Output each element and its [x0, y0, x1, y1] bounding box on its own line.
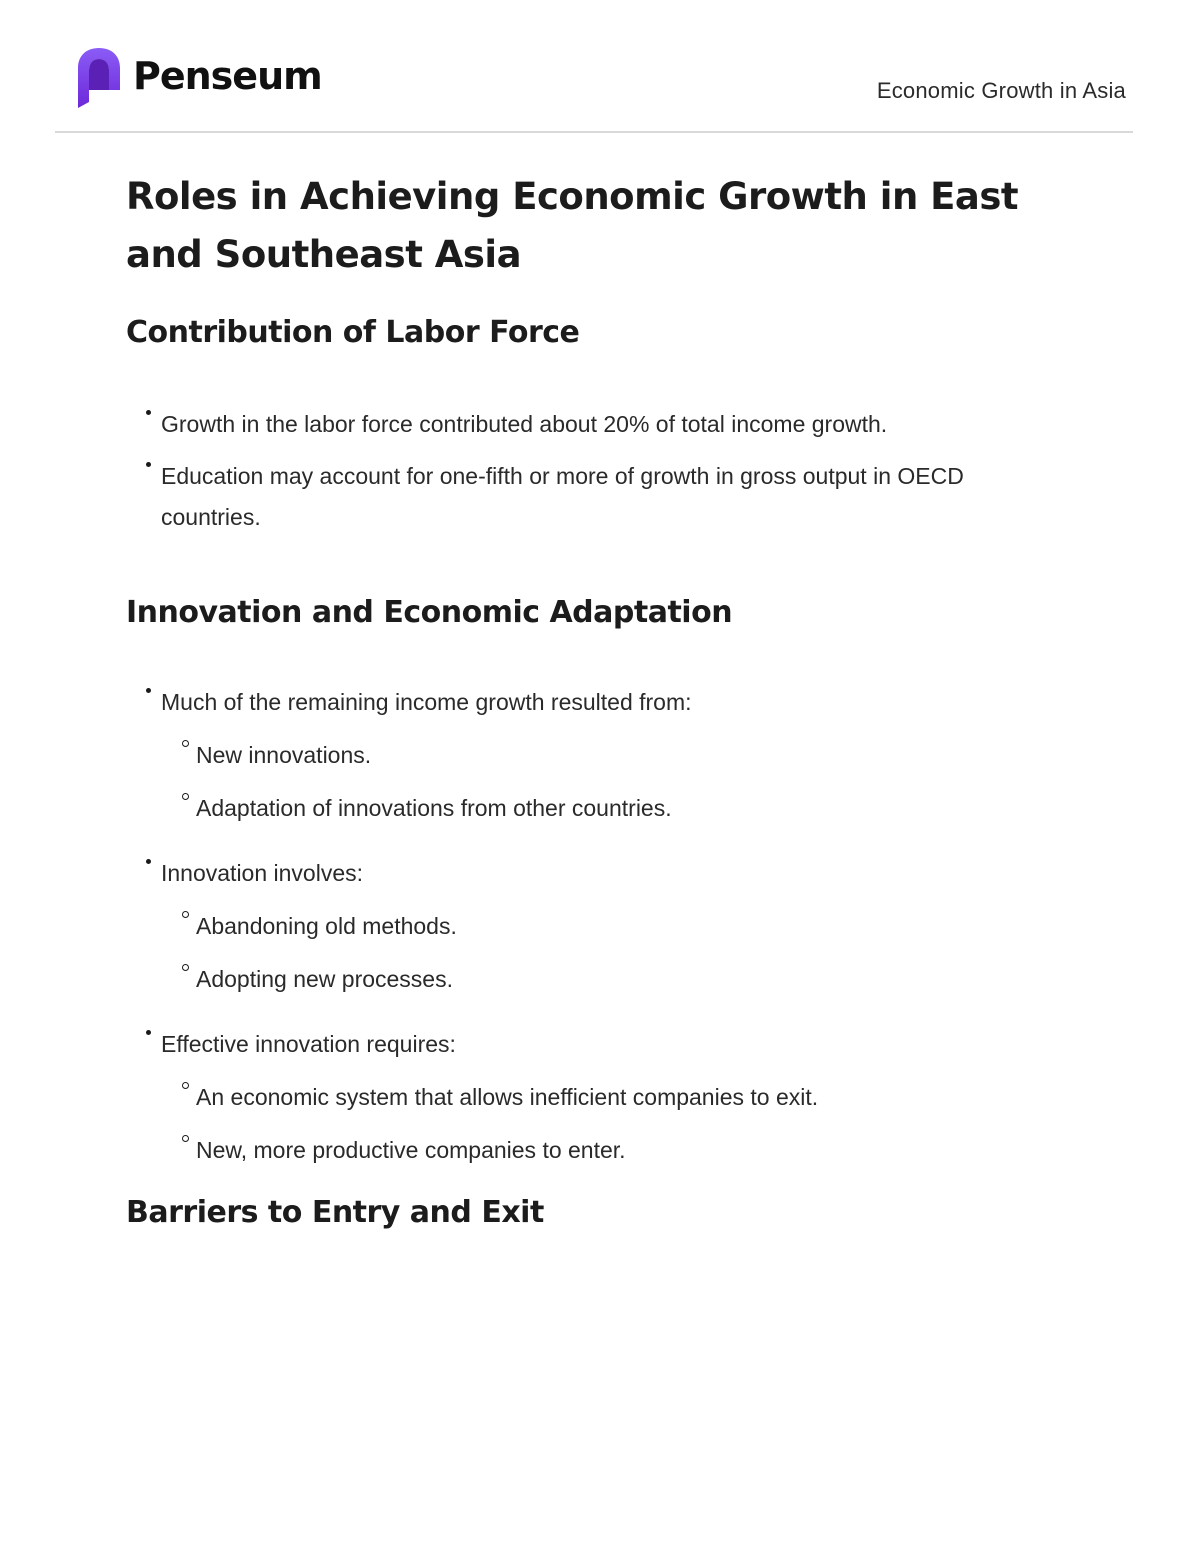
sub-list-item: Adaptation of innovations from other countries. — [161, 788, 966, 829]
page-title: Roles in Achieving Economic Growth in East and Southeast Asia — [126, 175, 1019, 276]
list-item: Growth in the labor force contributed about 20% of total income growth. — [146, 404, 966, 445]
document-body — [126, 168, 1026, 1230]
section-heading-innovation: Innovation and Economic Adaptation — [126, 595, 733, 630]
sub-list-item: New, more productive companies to enter. — [161, 1130, 966, 1171]
sub-list-item: New innovations. — [161, 735, 966, 776]
list-item-text: Much of the remaining income growth resulted from: — [161, 689, 692, 715]
list-item-text: Effective innovation requires: — [161, 1031, 456, 1057]
list-item — [146, 1024, 966, 1171]
sub-list-item: An economic system that allows inefficient companies to exit. — [161, 1077, 966, 1118]
section-heading-barriers: Barriers to Entry and Exit — [126, 1195, 544, 1230]
innovation-list — [146, 682, 966, 1195]
brand-logo[interactable] — [75, 46, 322, 110]
list-item — [146, 682, 966, 829]
list-item: Education may account for one-fifth or more of growth in gross output in OECD countries. — [146, 456, 966, 538]
penseum-logo-icon — [75, 46, 123, 110]
section-heading-labor-force: Contribution of Labor Force — [126, 315, 580, 350]
list-item — [146, 853, 966, 1000]
labor-force-list — [146, 404, 966, 549]
sub-list — [161, 735, 966, 829]
sub-list — [161, 906, 966, 1000]
brand-name: Penseum — [133, 54, 322, 98]
sub-list — [161, 1077, 966, 1171]
sub-list-item: Adopting new processes. — [161, 959, 966, 1000]
sub-list-item: Abandoning old methods. — [161, 906, 966, 947]
list-item-text: Innovation involves: — [161, 860, 364, 886]
document-topic: Economic Growth in Asia — [876, 78, 1126, 103]
page-header — [55, 0, 1133, 133]
